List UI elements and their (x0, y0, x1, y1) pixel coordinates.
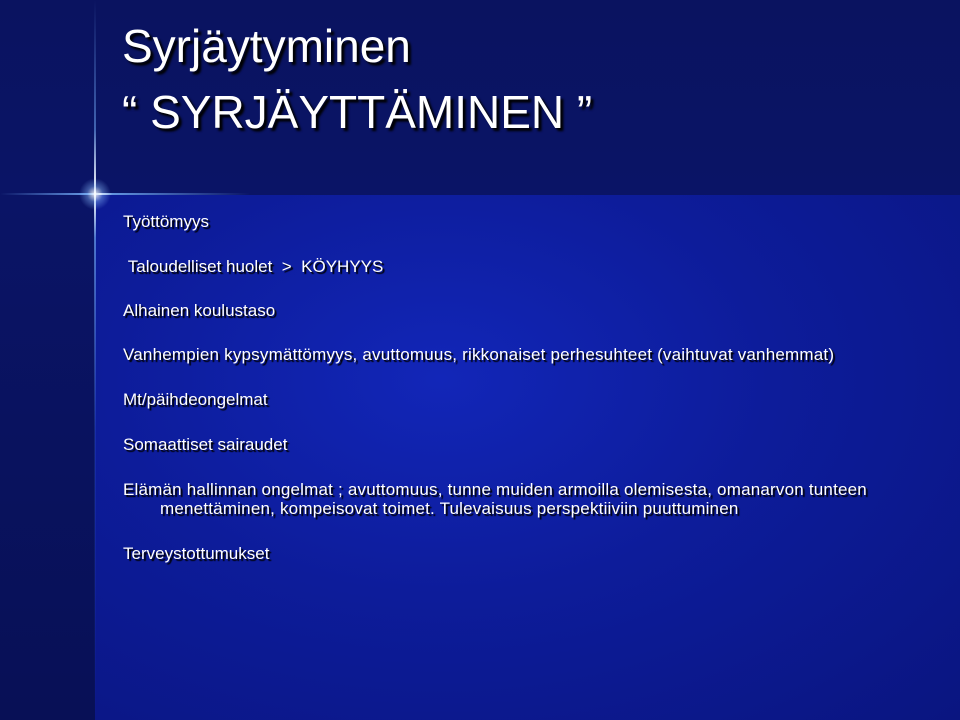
background-left-band (0, 195, 95, 720)
list-item: Elämän hallinnan ongelmat ; avuttomuus, tunne muiden armoilla olemisesta, omanarvon tunteen menettäminen, kompeisovat toimet. Tulevaisuus perspektiiviin puuttuminen (123, 480, 872, 518)
light-flare-horizontal (0, 193, 250, 195)
list-item: Taloudelliset huolet > KÖYHYYS (123, 257, 384, 276)
light-flare-vertical (94, 0, 96, 720)
bullet-list (123, 212, 883, 563)
list-item: Työttömyys (123, 212, 209, 231)
list-item: Somaattiset sairaudet (123, 435, 288, 454)
list-item: Alhainen koulustaso (123, 301, 276, 320)
slide-title (122, 20, 593, 138)
list-item: Terveystottumukset (123, 544, 270, 563)
list-item: Mt/päihdeongelmat (123, 390, 268, 409)
slide-title-line2: “ SYRJÄYTTÄMINEN ” (122, 86, 593, 138)
slide-title-line1: Syrjäytyminen (122, 20, 411, 72)
list-item: Vanhempien kypsymättömyys, avuttomuus, rikkonaiset perhesuhteet (vaihtuvat vanhemmat) (123, 345, 835, 364)
light-flare-star-icon (79, 178, 111, 210)
